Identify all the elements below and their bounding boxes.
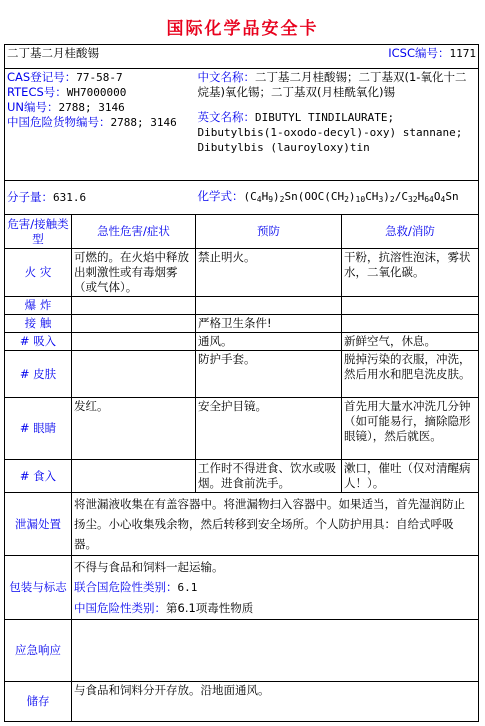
ingestion-prevent: 工作时不得进食、饮水或吸烟。进食前洗手。: [196, 460, 342, 493]
storage-label: 储存: [5, 682, 72, 722]
eyes-firstaid: 首先用大量水冲洗几分钟（如可能易行，摘除隐形眼镜），然后就医。: [342, 398, 479, 460]
fire-acute: 可燃的。在火焰中释放出刺激性或有毒烟雾（或气体）。: [72, 249, 196, 297]
card-title: 国际化学品安全卡: [166, 19, 319, 39]
storage-row: [5, 682, 479, 722]
row-label-eyes: # 眼睛: [5, 398, 72, 460]
hazard-row-fire: [5, 249, 479, 297]
hazard-row-ingestion: [5, 460, 479, 493]
identifiers-block: CAS登记号：77-58-7 RTECS号：WH7000000 UN编号：2788; 3146 中国危险货物编号：2788; 3146: [5, 69, 196, 181]
cn-class: 中国危险性类别：第6.1项毒性物质: [74, 601, 254, 615]
row-label-explosion: 爆 炸: [5, 297, 72, 315]
eyes-acute: 发红。: [72, 398, 196, 460]
skin-prevent: 防护手套。: [196, 351, 342, 398]
eyes-prevent: 安全护目镜。: [196, 398, 342, 460]
chemical-formula: 化学式：$(C_4H_9)_2Sn(OOC(CH_2)_{10}CH_3)_2/C_{32}H_{64}O_4Sn$: [196, 181, 479, 215]
row-label-skin: # 皮肤: [5, 351, 72, 398]
fire-prevent: 禁止明火。: [196, 249, 342, 297]
explosion-acute: [72, 297, 196, 315]
explosion-prevent: [196, 297, 342, 315]
identity-row: [5, 69, 479, 181]
col-header-acute: 急性危害/症状: [72, 215, 196, 249]
hazard-row-eyes: [5, 398, 479, 460]
col-header-firstaid: 急救/消防: [342, 215, 479, 249]
inhalation-prevent: 通风。: [196, 333, 342, 351]
skin-acute: [72, 351, 196, 398]
contact-acute: [72, 315, 196, 333]
contact-prevent: 严格卫生条件!: [196, 315, 342, 333]
explosion-firstaid: [342, 297, 479, 315]
contact-firstaid: [342, 315, 479, 333]
un-class: 联合国危险性类别：6.1: [74, 580, 198, 594]
spill-row: [5, 493, 479, 556]
row-label-inhalation: # 吸入: [5, 333, 72, 351]
ingestion-acute: [72, 460, 196, 493]
fire-firstaid: 干粉，抗溶性泡沫，雾状水，二氧化碳。: [342, 249, 479, 297]
hazard-row-inhalation: [5, 333, 479, 351]
emergency-text: [72, 620, 479, 682]
names-block: 中文名称：二丁基二月桂酸锡；二丁基双(1-氧化十二烷基)氧化锡；二丁基双(月桂酰氧化)锡 英文名称：DIBUTYL TINDILAURATE; Dibutylbis(1-oxodo-decyl)-oxy) stannane; Dibutylbis (lauroyloxy)tin: [196, 69, 479, 181]
inhalation-acute: [72, 333, 196, 351]
hazard-row-explosion: [5, 297, 479, 315]
icsc-number: ICSC编号：1171: [196, 45, 479, 69]
spill-text: 将泄漏液收集在有盖容器中。将泄漏物扫入容器中。如果适当，首先湿润防止扬尘。小心收集残余物，然后转移到安全场所。个人防护用具：自给式呼吸器。: [72, 493, 479, 556]
formula-text: $(C_4H_9)_2Sn(OOC(CH_2)_{10}CH_3)_2/C_{32}H_{64}O_4Sn$: [243, 189, 459, 204]
name-row: [5, 45, 479, 69]
row-label-contact: 接 触: [5, 315, 72, 333]
packaging-row: [5, 556, 479, 620]
col-header-type: 危害/接触类型: [5, 215, 72, 249]
molecular-weight: 分子量：631.6: [5, 181, 196, 215]
chemical-name: 二丁基二月桂酸锡: [5, 45, 196, 69]
ingestion-firstaid: 漱口，催吐（仅对清醒病人！）。: [342, 460, 479, 493]
skin-firstaid: 脱掉污染的衣服，冲洗，然后用水和肥皂洗皮肤。: [342, 351, 479, 398]
hazard-row-skin: [5, 351, 479, 398]
storage-text: 与食品和饲料分开存放。沿地面通风。: [72, 682, 479, 722]
packaging-line1: 不得与食品和饲料一起运输。: [74, 560, 224, 574]
packaging-content: [72, 556, 479, 620]
emergency-row: [5, 620, 479, 682]
emergency-label: 应急响应: [5, 620, 72, 682]
row-label-fire: 火 灾: [5, 249, 72, 297]
safety-card-table: [4, 44, 479, 722]
formula-row: [5, 181, 479, 215]
column-header-row: [5, 215, 479, 249]
col-header-prevent: 预防: [196, 215, 342, 249]
inhalation-firstaid: 新鲜空气，休息。: [342, 333, 479, 351]
packaging-label: 包装与标志: [5, 556, 72, 620]
spill-label: 泄漏处置: [5, 493, 72, 556]
hazard-row-contact: [5, 315, 479, 333]
row-label-ingestion: # 食入: [5, 460, 72, 493]
